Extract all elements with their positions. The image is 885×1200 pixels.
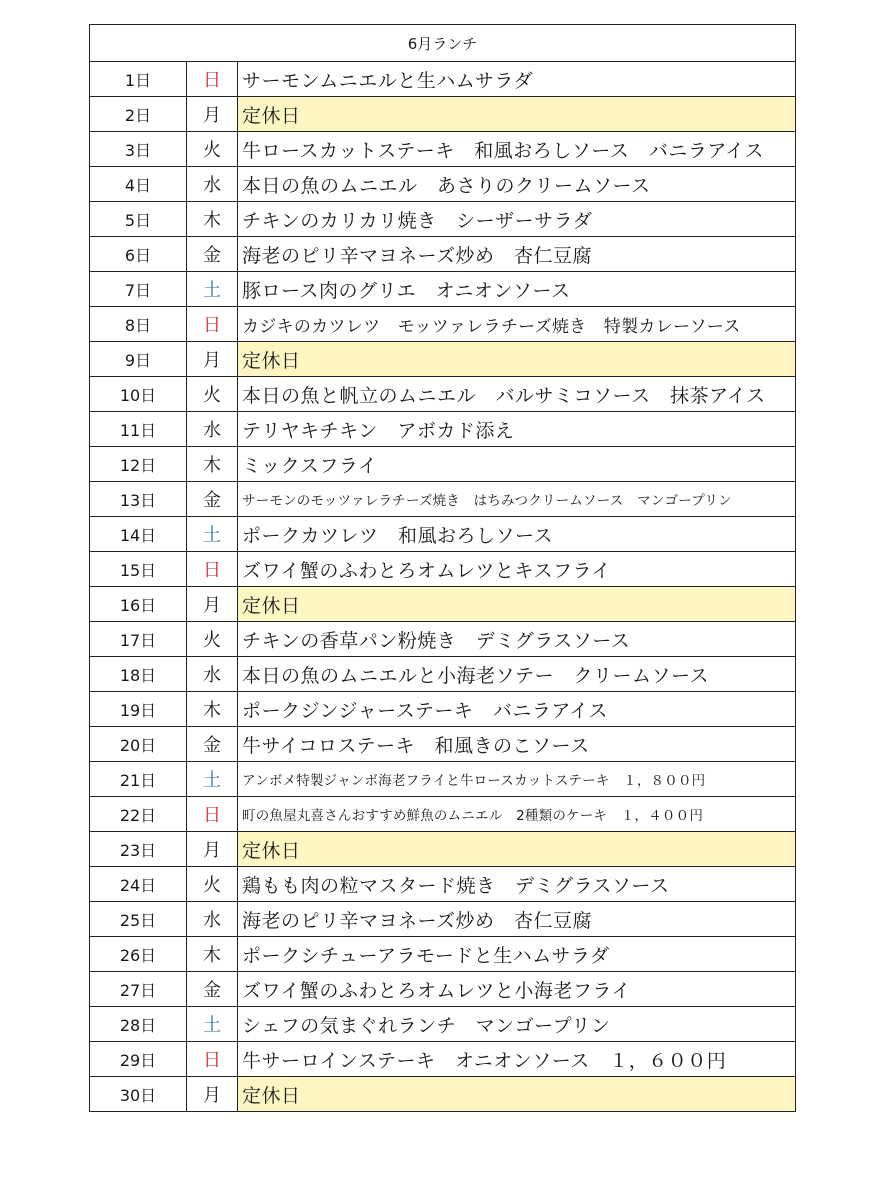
weekday-cell: 木 xyxy=(187,692,238,727)
closed-day-label: 定休日 xyxy=(238,97,796,132)
menu-cell: ミックスフライ xyxy=(238,447,796,482)
weekday-cell: 月 xyxy=(187,587,238,622)
menu-cell: カジキのカツレツ モッツァレラチーズ焼き 特製カレーソース xyxy=(238,307,796,342)
menu-cell: ポークカツレツ 和風おろしソース xyxy=(238,517,796,552)
weekday-cell: 日 xyxy=(187,1042,238,1077)
date-cell: 21日 xyxy=(90,762,187,797)
weekday-cell: 月 xyxy=(187,832,238,867)
date-cell: 8日 xyxy=(90,307,187,342)
weekday-cell: 土 xyxy=(187,1007,238,1042)
menu-cell: 海老のピリ辛マヨネーズ炒め 杏仁豆腐 xyxy=(238,902,796,937)
menu-cell: 本日の魚のムニエルと小海老ソテー クリームソース xyxy=(238,657,796,692)
date-cell: 29日 xyxy=(90,1042,187,1077)
date-cell: 11日 xyxy=(90,412,187,447)
date-cell: 19日 xyxy=(90,692,187,727)
menu-cell: ポークシチューアラモードと生ハムサラダ xyxy=(238,937,796,972)
closed-day-label: 定休日 xyxy=(238,587,796,622)
date-cell: 17日 xyxy=(90,622,187,657)
date-cell: 7日 xyxy=(90,272,187,307)
menu-row xyxy=(90,797,796,832)
menu-row xyxy=(90,412,796,447)
menu-row xyxy=(90,272,796,307)
closed-day-row xyxy=(90,587,796,622)
date-cell: 12日 xyxy=(90,447,187,482)
weekday-cell: 水 xyxy=(187,167,238,202)
weekday-cell: 日 xyxy=(187,62,238,97)
menu-row xyxy=(90,517,796,552)
menu-cell: テリヤキチキン アボカド添え xyxy=(238,412,796,447)
date-cell: 24日 xyxy=(90,867,187,902)
weekday-cell: 火 xyxy=(187,132,238,167)
menu-row xyxy=(90,552,796,587)
weekday-cell: 金 xyxy=(187,482,238,517)
date-cell: 22日 xyxy=(90,797,187,832)
weekday-cell: 水 xyxy=(187,902,238,937)
menu-row xyxy=(90,867,796,902)
date-cell: 30日 xyxy=(90,1077,187,1112)
closed-day-label: 定休日 xyxy=(238,832,796,867)
date-cell: 10日 xyxy=(90,377,187,412)
weekday-cell: 月 xyxy=(187,97,238,132)
closed-day-label: 定休日 xyxy=(238,342,796,377)
menu-cell: 牛ロースカットステーキ 和風おろしソース バニラアイス xyxy=(238,132,796,167)
menu-cell: 海老のピリ辛マヨネーズ炒め 杏仁豆腐 xyxy=(238,237,796,272)
date-cell: 4日 xyxy=(90,167,187,202)
weekday-cell: 木 xyxy=(187,202,238,237)
menu-cell: 本日の魚のムニエル あさりのクリームソース xyxy=(238,167,796,202)
date-cell: 6日 xyxy=(90,237,187,272)
date-cell: 1日 xyxy=(90,62,187,97)
menu-cell: チキンの香草パン粉焼き デミグラスソース xyxy=(238,622,796,657)
weekday-cell: 金 xyxy=(187,237,238,272)
menu-cell: ポークジンジャーステーキ バニラアイス xyxy=(238,692,796,727)
date-cell: 20日 xyxy=(90,727,187,762)
menu-row xyxy=(90,762,796,797)
weekday-cell: 水 xyxy=(187,657,238,692)
closed-day-label: 定休日 xyxy=(238,1077,796,1112)
title-row xyxy=(90,25,796,62)
menu-cell: サーモンムニエルと生ハムサラダ xyxy=(238,62,796,97)
page-title: 6月ランチ xyxy=(90,25,796,62)
weekday-cell: 火 xyxy=(187,377,238,412)
menu-cell: シェフの気まぐれランチ マンゴープリン xyxy=(238,1007,796,1042)
menu-row xyxy=(90,447,796,482)
menu-row xyxy=(90,62,796,97)
date-cell: 15日 xyxy=(90,552,187,587)
date-cell: 3日 xyxy=(90,132,187,167)
weekday-cell: 火 xyxy=(187,867,238,902)
weekday-cell: 木 xyxy=(187,937,238,972)
weekday-cell: 水 xyxy=(187,412,238,447)
menu-cell: 豚ロース肉のグリエ オニオンソース xyxy=(238,272,796,307)
menu-row xyxy=(90,937,796,972)
weekday-cell: 土 xyxy=(187,272,238,307)
menu-row xyxy=(90,132,796,167)
menu-row xyxy=(90,972,796,1007)
weekday-cell: 日 xyxy=(187,552,238,587)
closed-day-row xyxy=(90,832,796,867)
menu-row xyxy=(90,202,796,237)
weekday-cell: 日 xyxy=(187,797,238,832)
menu-row xyxy=(90,902,796,937)
date-cell: 9日 xyxy=(90,342,187,377)
date-cell: 26日 xyxy=(90,937,187,972)
date-cell: 16日 xyxy=(90,587,187,622)
menu-row xyxy=(90,482,796,517)
menu-cell: ズワイ蟹のふわとろオムレツとキスフライ xyxy=(238,552,796,587)
menu-row xyxy=(90,692,796,727)
weekday-cell: 火 xyxy=(187,622,238,657)
closed-day-row xyxy=(90,1077,796,1112)
menu-cell: ズワイ蟹のふわとろオムレツと小海老フライ xyxy=(238,972,796,1007)
date-cell: 23日 xyxy=(90,832,187,867)
menu-cell: チキンのカリカリ焼き シーザーサラダ xyxy=(238,202,796,237)
menu-cell: 牛サーロインステーキ オニオンソース １，６００円 xyxy=(238,1042,796,1077)
menu-row xyxy=(90,167,796,202)
menu-row xyxy=(90,1042,796,1077)
menu-cell: 牛サイコロステーキ 和風きのこソース xyxy=(238,727,796,762)
closed-day-row xyxy=(90,97,796,132)
weekday-cell: 日 xyxy=(187,307,238,342)
menu-cell: アンボメ特製ジャンボ海老フライと牛ロースカットステーキ １，８００円 xyxy=(238,762,796,797)
weekday-cell: 木 xyxy=(187,447,238,482)
date-cell: 5日 xyxy=(90,202,187,237)
date-cell: 27日 xyxy=(90,972,187,1007)
weekday-cell: 月 xyxy=(187,1077,238,1112)
menu-cell: 鶏もも肉の粒マスタード焼き デミグラスソース xyxy=(238,867,796,902)
weekday-cell: 土 xyxy=(187,517,238,552)
menu-row xyxy=(90,237,796,272)
menu-table-body xyxy=(90,25,796,1112)
menu-row xyxy=(90,622,796,657)
menu-cell: サーモンのモッツァレラチーズ焼き はちみつクリームソース マンゴープリン xyxy=(238,482,796,517)
weekday-cell: 月 xyxy=(187,342,238,377)
date-cell: 18日 xyxy=(90,657,187,692)
lunch-menu-table xyxy=(89,24,796,1112)
menu-row xyxy=(90,657,796,692)
menu-row xyxy=(90,377,796,412)
menu-row xyxy=(90,307,796,342)
weekday-cell: 土 xyxy=(187,762,238,797)
weekday-cell: 金 xyxy=(187,727,238,762)
menu-row xyxy=(90,727,796,762)
date-cell: 14日 xyxy=(90,517,187,552)
date-cell: 28日 xyxy=(90,1007,187,1042)
date-cell: 25日 xyxy=(90,902,187,937)
menu-row xyxy=(90,1007,796,1042)
date-cell: 13日 xyxy=(90,482,187,517)
menu-cell: 町の魚屋丸喜さんおすすめ鮮魚のムニエル 2種類のケーキ １，４００円 xyxy=(238,797,796,832)
menu-cell: 本日の魚と帆立のムニエル バルサミコソース 抹茶アイス xyxy=(238,377,796,412)
weekday-cell: 金 xyxy=(187,972,238,1007)
closed-day-row xyxy=(90,342,796,377)
date-cell: 2日 xyxy=(90,97,187,132)
